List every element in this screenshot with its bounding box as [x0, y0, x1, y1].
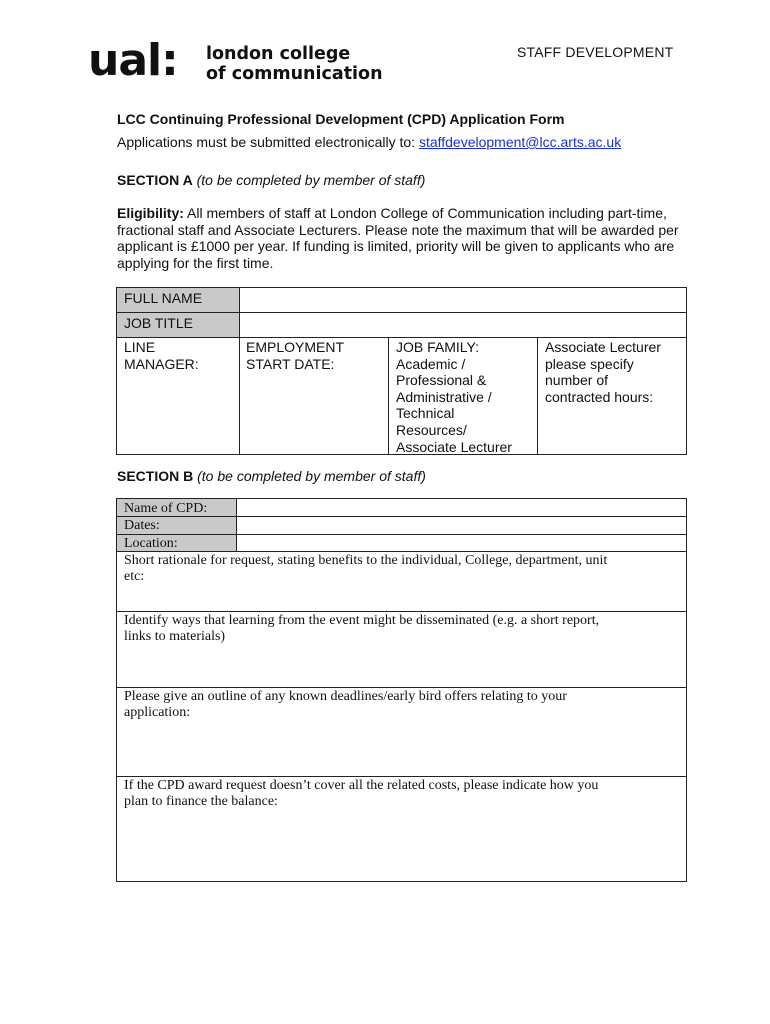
- section-b-table: [116, 498, 687, 882]
- finance-balance-field[interactable]: [117, 777, 686, 881]
- logo-wordmark: [206, 44, 383, 84]
- job-family-line: Resources/: [396, 421, 467, 438]
- name-of-cpd-label: Name of CPD:: [124, 501, 208, 516]
- job-family-line: Administrative /: [396, 388, 492, 405]
- employment-label-2: START DATE:: [246, 355, 335, 372]
- form-title: LCC Continuing Professional Development (CPD) Application Form: [117, 111, 565, 127]
- associate-line: Associate Lecturer: [545, 339, 661, 355]
- section-a-title: SECTION A: [117, 172, 193, 188]
- job-family-line: Associate Lecturer: [396, 438, 512, 455]
- logo-ual-mark: ual:: [88, 35, 178, 86]
- column-divider: [537, 338, 538, 454]
- job-title-label: JOB TITLE: [124, 315, 193, 331]
- location-input[interactable]: [236, 535, 686, 551]
- location-label: Location:: [124, 536, 178, 551]
- section-a-heading: [117, 172, 425, 188]
- dissemination-field[interactable]: [117, 612, 686, 687]
- job-family-line: JOB FAMILY:: [396, 339, 479, 355]
- line-manager-label-1: LINE: [124, 339, 156, 355]
- logo-line-2: of communication: [206, 64, 383, 84]
- deadlines-prompt-1: Please give an outline of any known deadlines/early bird offers relating to your: [124, 689, 567, 704]
- full-name-input[interactable]: [239, 288, 686, 312]
- column-divider: [239, 288, 240, 454]
- finance-prompt-2: plan to finance the balance:: [124, 793, 278, 809]
- associate-line: number of: [545, 372, 609, 389]
- ual-logo: [88, 35, 408, 86]
- job-family-line: Technical: [396, 405, 455, 422]
- full-name-label: FULL NAME: [124, 290, 203, 306]
- deadlines-prompt-2: application:: [124, 704, 191, 720]
- job-family-line: Professional &: [396, 372, 487, 389]
- full-name-label-cell: [117, 288, 239, 312]
- line-manager-label-2: MANAGER:: [124, 355, 199, 372]
- dates-label: Dates:: [124, 518, 160, 533]
- name-of-cpd-label-cell: [117, 499, 236, 516]
- eligibility-label: Eligibility:: [117, 205, 184, 221]
- staff-development-label: STAFF DEVELOPMENT: [517, 44, 674, 60]
- section-b-note: (to be completed by member of staff): [197, 468, 426, 484]
- section-b-heading: [117, 468, 426, 484]
- logo-line-1: london college: [206, 44, 351, 64]
- associate-lecturer-hours-cell[interactable]: [537, 338, 686, 454]
- finance-prompt-1: If the CPD award request doesn’t cover all the related costs, please indicate how you: [124, 778, 599, 793]
- dates-label-cell: [117, 517, 236, 534]
- job-title-input[interactable]: [239, 313, 686, 337]
- employment-start-date-cell[interactable]: [239, 338, 388, 454]
- eligibility-text: All members of staff at London College of Communication including part-time, fractional staff and Associate Lecturers. Please note the maximum that will be awarded per applicant is £1000 per year. If funding is limited, priority will be given to applicants who are applying for the first time.: [117, 205, 679, 271]
- line-manager-cell[interactable]: [117, 338, 239, 454]
- job-family-line: Academic /: [396, 355, 466, 372]
- submit-instructions: [117, 134, 621, 150]
- eligibility-paragraph: [117, 205, 692, 271]
- submit-text: Applications must be submitted electronically to:: [117, 134, 419, 150]
- rationale-prompt-2: etc:: [124, 568, 145, 584]
- name-of-cpd-input[interactable]: [236, 499, 686, 516]
- employment-label-1: EMPLOYMENT: [246, 339, 345, 355]
- associate-line: contracted hours:: [545, 388, 654, 405]
- associate-line: please specify: [545, 355, 634, 372]
- staff-development-email-link[interactable]: staffdevelopment@lcc.arts.ac.uk: [418, 134, 622, 150]
- job-family-cell[interactable]: [388, 338, 537, 454]
- rationale-prompt-1: Short rationale for request, stating benefits to the individual, College, department, unit: [124, 553, 608, 568]
- location-label-cell: [117, 535, 236, 551]
- section-a-note: (to be completed by member of staff): [196, 172, 426, 188]
- column-divider: [236, 499, 237, 551]
- job-title-label-cell: [117, 313, 239, 337]
- rationale-field[interactable]: [117, 552, 686, 611]
- dates-input[interactable]: [236, 517, 686, 534]
- column-divider: [388, 338, 389, 454]
- dissemination-prompt-2: links to materials): [124, 628, 226, 644]
- deadlines-field[interactable]: [117, 688, 686, 776]
- section-b-title: SECTION B: [117, 468, 194, 484]
- dissemination-prompt-1: Identify ways that learning from the event might be disseminated (e.g. a short report,: [124, 613, 600, 628]
- section-a-table: [116, 287, 687, 455]
